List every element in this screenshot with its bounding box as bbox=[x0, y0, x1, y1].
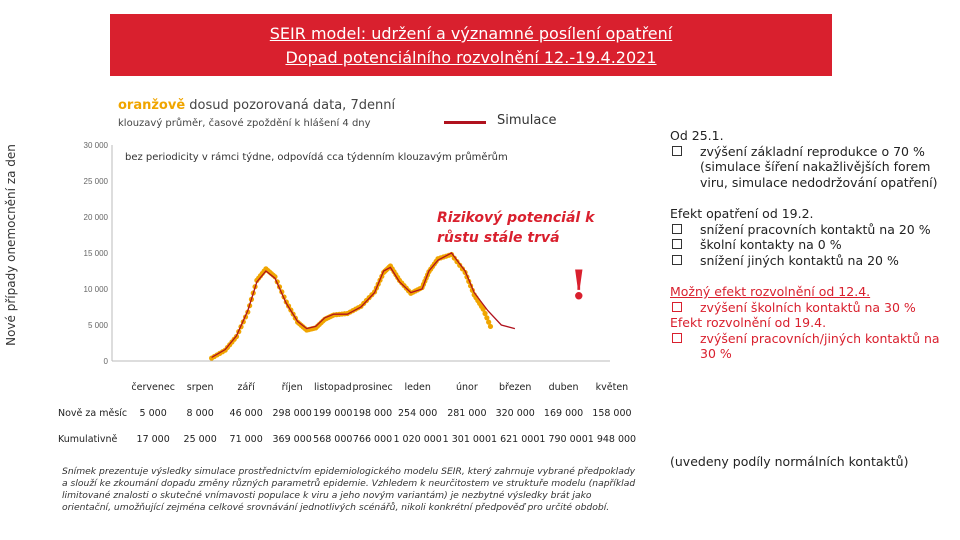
checkbox-icon bbox=[672, 239, 682, 249]
list-item: zvýšení pracovních/jiných kontaktů na 30 % bbox=[670, 331, 945, 362]
table-cell: 1 790 000 bbox=[539, 433, 588, 445]
table-cell: 254 000 bbox=[398, 407, 438, 419]
checkbox-icon bbox=[672, 302, 682, 312]
y-tick-label: 25 000 bbox=[83, 177, 108, 186]
scenario-list bbox=[670, 300, 945, 316]
table-row-label: Nově za měsíc bbox=[58, 407, 128, 419]
exclamation-icon: ! bbox=[570, 262, 588, 309]
y-tick-label: 5 000 bbox=[87, 321, 108, 330]
slide-title-line1: SEIR model: udržení a významné posílení opatření bbox=[269, 24, 673, 43]
table-cell: 158 000 bbox=[592, 407, 632, 419]
table-cell: 369 000 bbox=[272, 433, 312, 445]
disclaimer-text: Snímek prezentuje výsledky simulace prostřednictvím epidemiologického modelu SEIR, který zahrnuje vybrané předpoklady a slouží ke zkoumání dopadu změny různých parametrů epidemie. Vzhledem k neurčitostem ve struktuře modelu (například limitované znalosti o skutečné vnímavosti populace k viru a jeho novým variantám) je nezbytné výsledky brát jako orientační, umožňující zejména celkové srovnávání jednotlivých scénářů, nikoli konkrétní předpověď pro určité období. bbox=[62, 466, 636, 513]
table-cell: 766 000 bbox=[352, 433, 393, 445]
table-cell: 1 621 000 bbox=[491, 433, 540, 445]
legend-observed-text: dosud pozorovaná data, 7denní bbox=[185, 98, 396, 113]
table-month: prosinec bbox=[352, 381, 393, 393]
legend-simulation-label: Simulace bbox=[497, 113, 557, 128]
scenario-heading: Efekt rozvolnění od 19.4. bbox=[670, 315, 827, 330]
table-month: květen bbox=[595, 381, 629, 393]
scenario-list bbox=[670, 222, 945, 269]
table-cell: 25 000 bbox=[183, 433, 217, 445]
checkbox-icon bbox=[672, 333, 682, 343]
y-tick-label: 0 bbox=[103, 357, 108, 366]
chart-plot bbox=[60, 135, 620, 370]
legend-observed-word: oranžově bbox=[118, 98, 186, 113]
y-tick-label: 15 000 bbox=[83, 249, 108, 258]
scenario-list bbox=[670, 144, 945, 191]
table-cell: 298 000 bbox=[272, 407, 312, 419]
table-header-row bbox=[58, 374, 636, 400]
scenario-panel bbox=[670, 128, 945, 362]
table-cell: 1 020 000 bbox=[393, 433, 442, 445]
table-cell: 8 000 bbox=[186, 407, 214, 419]
list-item: školní kontakty na 0 % bbox=[670, 237, 945, 253]
table-month: červenec bbox=[131, 381, 175, 393]
observed-point bbox=[488, 324, 493, 329]
slide-title-box bbox=[110, 14, 832, 76]
table-month: říjen bbox=[281, 381, 303, 393]
table-month: duben bbox=[548, 381, 579, 393]
table-cell: 169 000 bbox=[543, 407, 584, 419]
chart-note: bez periodicity v rámci týdne, odpovídá cca týdenním klouzavým průměrům bbox=[125, 152, 508, 163]
scenario-heading: Efekt opatření od 19.2. bbox=[670, 206, 814, 221]
checkbox-icon bbox=[672, 224, 682, 234]
y-tick-label: 10 000 bbox=[83, 285, 108, 294]
slide-title-line2: Dopad potenciálního rozvolnění 12.-19.4.2021 bbox=[285, 48, 657, 67]
table-month: listopad bbox=[313, 381, 352, 393]
contacts-note: (uvedeny podíly normálních kontaktů) bbox=[670, 454, 909, 469]
table-cell: 1 301 000 bbox=[442, 433, 492, 445]
table-cell: 5 000 bbox=[139, 407, 167, 419]
list-item: zvýšení základní reprodukce o 70 % (simulace šíření nakažlivějších forem viru, simulace nedodržování opatření) bbox=[670, 144, 945, 191]
legend-observed-line2: klouzavý průměr, časové zpoždění k hlášení 4 dny bbox=[118, 118, 371, 129]
list-item: zvýšení školních kontaktů na 30 % bbox=[670, 300, 945, 316]
checkbox-icon bbox=[672, 255, 682, 265]
legend-simulation-swatch bbox=[444, 121, 486, 124]
scenario-heading: Možný efekt rozvolnění od 12.4. bbox=[670, 284, 871, 299]
table-row bbox=[58, 400, 636, 426]
table-cell: 281 000 bbox=[447, 407, 487, 419]
table-month: březen bbox=[498, 381, 532, 393]
table-cell: 46 000 bbox=[229, 407, 263, 419]
table-month: září bbox=[237, 381, 255, 393]
table-month: srpen bbox=[186, 381, 214, 393]
y-tick-label: 20 000 bbox=[83, 213, 108, 222]
table-month: leden bbox=[404, 381, 431, 393]
simulation-line bbox=[212, 253, 515, 357]
risk-annotation bbox=[437, 208, 594, 248]
list-item: snížení pracovních kontaktů na 20 % bbox=[670, 222, 945, 238]
table-month: únor bbox=[455, 381, 478, 393]
table-cell: 568 000 bbox=[313, 433, 353, 445]
checkbox-icon bbox=[672, 146, 682, 156]
scenario-heading: Od 25.1. bbox=[670, 128, 724, 143]
list-item: snížení jiných kontaktů na 20 % bbox=[670, 253, 945, 269]
scenario-list bbox=[670, 331, 945, 362]
monthly-table bbox=[58, 374, 636, 452]
table-cell: 71 000 bbox=[229, 433, 263, 445]
table-cell: 17 000 bbox=[136, 433, 170, 445]
y-axis-label: Nové případy onemocnění za den bbox=[4, 144, 18, 346]
table-cell: 198 000 bbox=[352, 407, 393, 419]
risk-annotation-line2: růstu stále trvá bbox=[437, 230, 560, 246]
risk-annotation-line1: Rizikový potenciál k bbox=[437, 210, 595, 226]
legend-observed bbox=[118, 98, 395, 113]
table-cell: 320 000 bbox=[495, 407, 535, 419]
table-row bbox=[58, 426, 636, 452]
table-row-label: Kumulativně bbox=[58, 433, 118, 445]
table-cell: 1 948 000 bbox=[587, 433, 637, 445]
table-cell: 199 000 bbox=[313, 407, 353, 419]
y-tick-label: 30 000 bbox=[83, 141, 108, 150]
